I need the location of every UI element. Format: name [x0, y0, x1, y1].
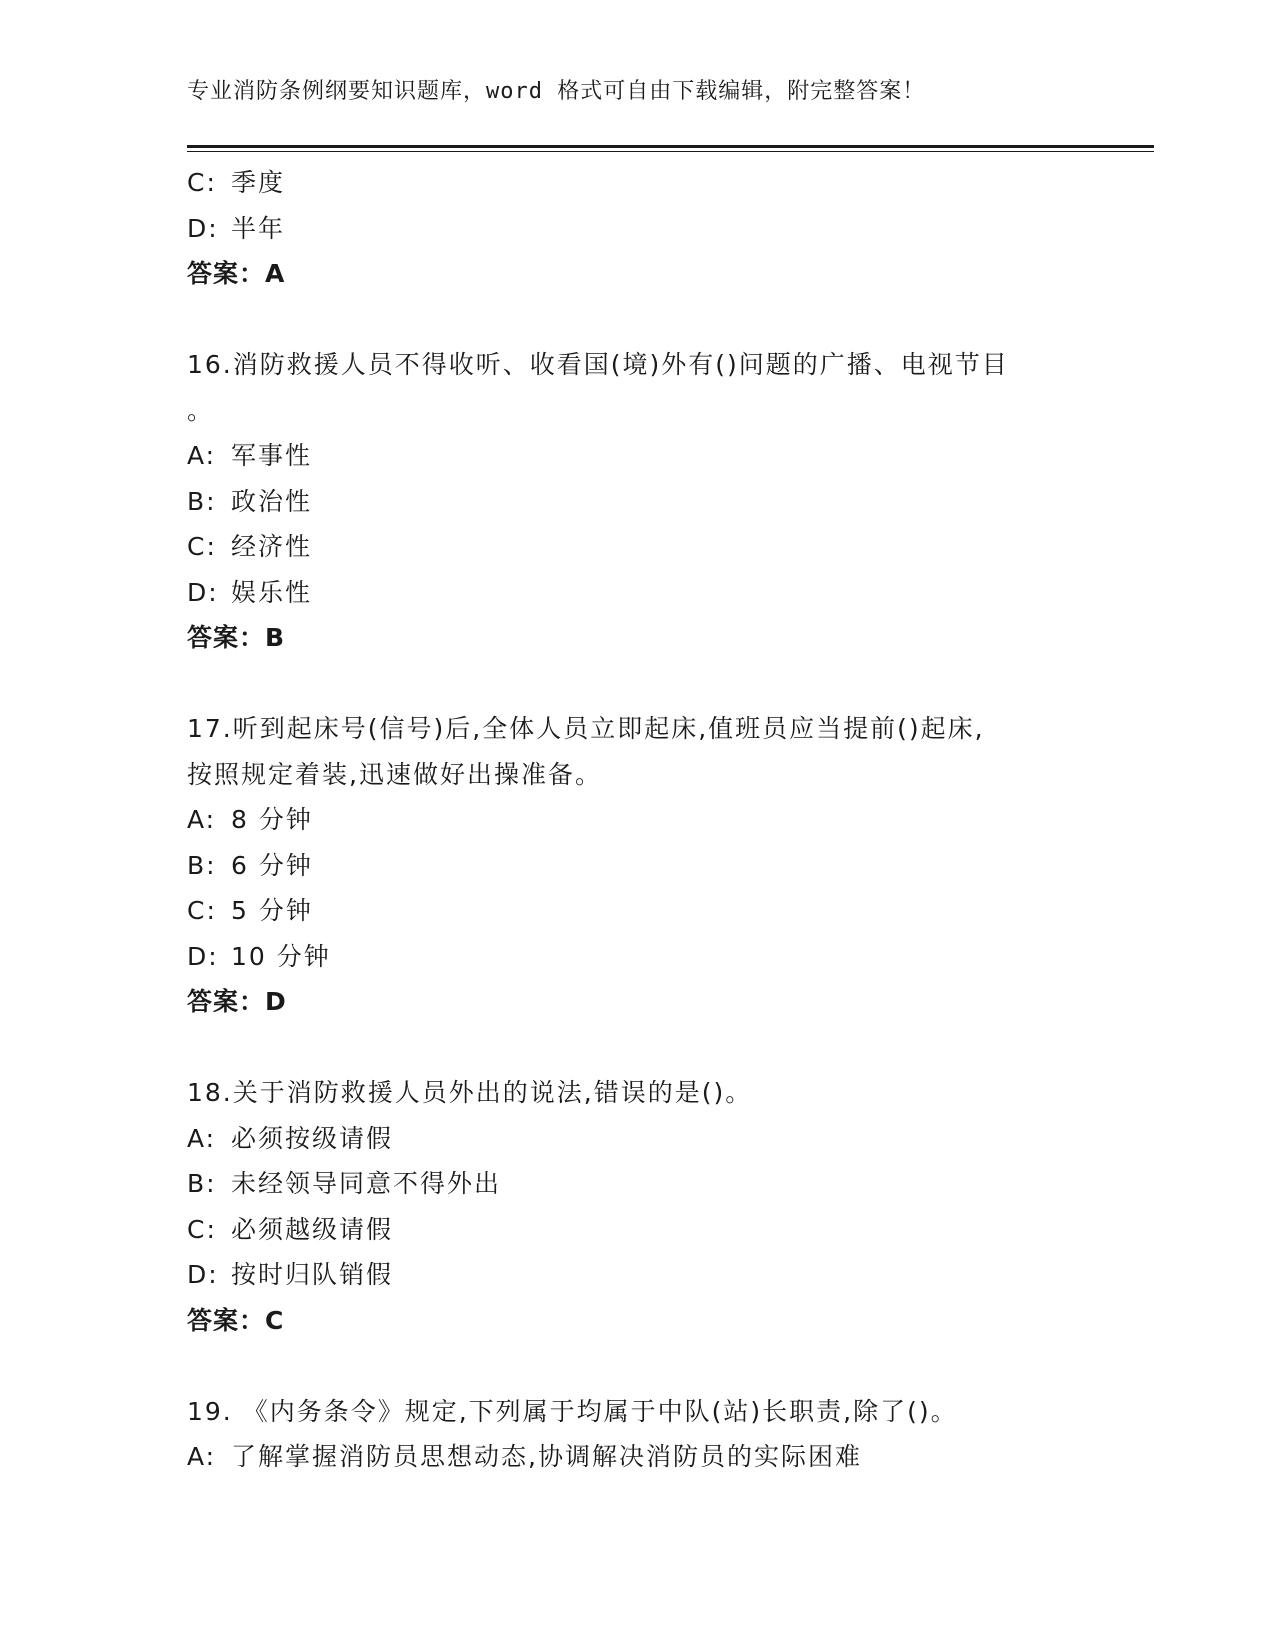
- option-text: 6 分钟: [231, 850, 313, 880]
- option-key: C:: [187, 168, 217, 197]
- option-item: [187, 524, 1087, 570]
- option-item: [187, 206, 1087, 252]
- option-key: A:: [187, 441, 217, 470]
- option-key: C:: [187, 1214, 217, 1244]
- option-item: [187, 479, 1087, 525]
- option-item: [187, 1252, 1087, 1298]
- option-item: [187, 1434, 1087, 1480]
- option-text: 半年: [231, 213, 286, 243]
- option-key: A:: [187, 1442, 217, 1471]
- option-key: B:: [187, 1169, 217, 1198]
- page-header: 专业消防条例纲要知识题库，word 格式可自由下载编辑，附完整答案！: [187, 79, 926, 104]
- option-key: B:: [187, 850, 217, 880]
- option-key: D:: [187, 213, 219, 243]
- option-item: [187, 160, 1087, 206]
- option-item: [187, 888, 1087, 934]
- option-item: [187, 797, 1087, 843]
- option-key: D:: [187, 1260, 219, 1289]
- option-text: 经济性: [231, 532, 313, 561]
- option-item: [187, 843, 1087, 889]
- option-item: [187, 1207, 1087, 1253]
- answer-line: 答案：D: [187, 987, 287, 1016]
- option-item: [187, 1116, 1087, 1162]
- option-text: 按时归队销假: [231, 1260, 394, 1289]
- option-key: D:: [187, 577, 219, 607]
- option-key: A:: [187, 805, 217, 834]
- question-text: 19. 《内务条令》规定,下列属于均属于中队(站)长职责,除了()。: [187, 1396, 958, 1426]
- question-text-continued: 按照规定着装,迅速做好出操准备。: [187, 759, 602, 789]
- option-text: 必须越级请假: [231, 1214, 394, 1244]
- option-key: B:: [187, 486, 217, 516]
- question-text: 18.关于消防救援人员外出的说法,错误的是()。: [187, 1078, 753, 1107]
- header-rule-thick: [187, 145, 1154, 148]
- option-text: 军事性: [231, 441, 313, 470]
- question-text-continued: 。: [187, 395, 215, 425]
- option-text: 8 分钟: [231, 805, 313, 834]
- option-text: 季度: [231, 168, 286, 197]
- option-key: C:: [187, 532, 217, 561]
- option-key: A:: [187, 1123, 217, 1153]
- header-rule-thin: [187, 151, 1154, 152]
- option-item: [187, 570, 1087, 616]
- option-text: 政治性: [231, 486, 313, 516]
- question-text: 16.消防救援人员不得收听、收看国(境)外有()问题的广播、电视节目: [187, 350, 1009, 379]
- document-body: [187, 160, 1087, 1480]
- option-text: 未经领导同意不得外出: [231, 1169, 502, 1198]
- option-key: C:: [187, 896, 217, 925]
- answer-line: 答案：A: [187, 259, 286, 288]
- answer-line: 答案：C: [187, 1305, 285, 1335]
- question-text: 17.听到起床号(信号)后,全体人员立即起床,值班员应当提前()起床,: [187, 714, 985, 743]
- option-text: 必须按级请假: [231, 1123, 394, 1153]
- option-text: 了解掌握消防员思想动态,协调解决消防员的实际困难: [231, 1442, 862, 1471]
- option-text: 5 分钟: [231, 896, 313, 925]
- answer-line: 答案：B: [187, 623, 286, 652]
- option-item: [187, 1161, 1087, 1207]
- option-key: D:: [187, 941, 219, 971]
- option-text: 娱乐性: [231, 577, 313, 607]
- option-text: 10 分钟: [231, 941, 331, 971]
- option-item: [187, 934, 1087, 980]
- option-item: [187, 433, 1087, 479]
